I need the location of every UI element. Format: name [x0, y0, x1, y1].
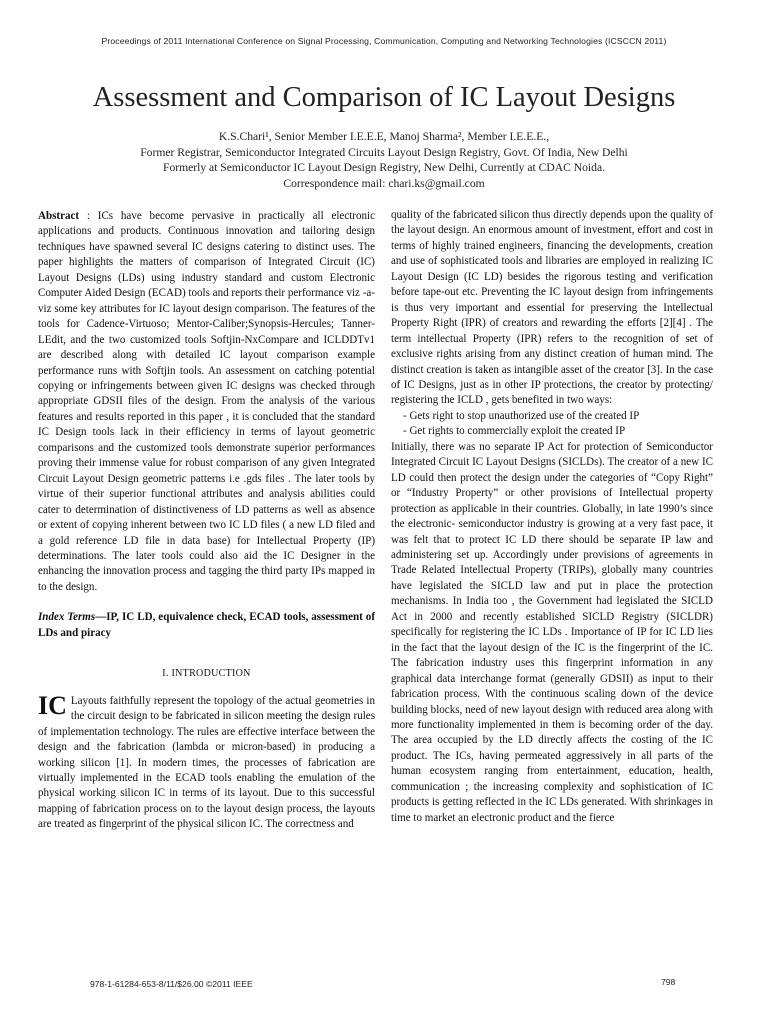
section-heading-introduction: I. INTRODUCTION: [162, 668, 251, 680]
affiliation-2: Formerly at Semiconductor IC Layout Design Registry, New Delhi, Currently at CDAC Noida.: [163, 161, 605, 174]
proceedings-header: Proceedings of 2011 International Conference on Signal Processing, Communication, Computing and Networking Technologies (ICSCCN 2011): [101, 36, 667, 46]
left-column: [38, 209, 375, 833]
index-terms-label: Index Terms: [38, 611, 96, 624]
bullet-item-2: - Get rights to commercially exploit the created IP: [403, 425, 626, 438]
introduction-text: Layouts faithfully represent the topology of the actual geometries in the circuit design to be fabricated in silicon meeting the design rules of implementation technology. The rules are effective interface between the design and the fabrication (lambda or micron-based) in producing a working silicon [1]. In modern times, the processes of fabrication are virtually implemented in the ECAD tools enabling the emulation of the physical working silicon IC in terms of its layout. Due to this successful mapping of fabrication process on to the layout design process, the layouts are treated as fingerprint of the physical silicon IC. The correctness and: [38, 694, 375, 831]
right-paragraph-1: quality of the fabricated silicon thus directly depends upon the quality of the layout design. An enormous amount of investment, effort and cost in terms of highly trained engineers, financing the developments, creation and use of sophisticated tools and libraries are employed in realizing IC Layout Design (IC LD) besides the rigorous testing and verification before tape-out etc. Preventing the IC layout design from infringements is thus very important and essential for preserving the Intellectual Property Right (IPR) of creators and rewarding the efforts [2][4] . The term intellectual Property (IPR) refers to the recognition of set of exclusive rights arising from any distinct creation of human mind. The distinct creation is taken as intangible asset of the creator [3]. In the case of IC Designs, just as in other IP protections, the creator by protecting/ registering the ICLD , gets benefited in two ways:: [391, 209, 713, 407]
introduction-paragraph: [38, 690, 375, 833]
correspondence-email: Correspondence mail: chari.ks@gmail.com: [283, 176, 485, 190]
index-terms-text: —IP, IC LD, equivalence check, ECAD tools, assessment of LDs and piracy: [38, 611, 376, 639]
right-paragraph-2: Initially, there was no separate IP Act for protection of Semiconductor Integrated Circuit IC Layout Designs (SICLDs). The creator of a new IC LD could then protect the design under the categories of “Copy Right” or “Industry Property” or other provisions of Intellectual property protection as applicable in their countries. Globally, in late 1990’s since the electronic- semiconductor industry is growing at a very fast pace, it was felt that to protect IC LD there should be separate IP law and administering set up. Accordingly under provisions of agreements in Trade Related Intellectual Property (TRIPs), globally many countries have legislated the SICLD law and put in place the protection mechanisms. In India too , the Government had legislated the SICLD Act in 2000 and recently established SICLD Registry (SICLDR) specifically for registering the IC LDs . Importance of IP for IC LD lies in the fact that the layout design of the IC is the fingerprint of the IC. The fabrication industry uses this fingerprint information in any graphical data interchange format (generally GDSII) as input to their fabrication process. With the continuous scaling down of the device building blocks, need of new layout design with reduced area along with more functionality implemented in them is becoming order of the day. The area occupied by the LD directly affects the costing of the IC product. The ICs, having permeated aggressively in all parts of the human ecosystem ranging from entertainment, education, health, communication ; the increasing complexity and sophistication of IC products is getting reflected in the IC LDs generated. With shrinkages in time to market an electronic product and the fierce: [391, 440, 713, 824]
authors-line: K.S.Chari¹, Senior Member I.E.E.E, Manoj Sharma², Member I.E.E.E.,: [218, 130, 550, 143]
footer-isbn: 978-1-61284-653-8/11/$26.00 ©2011 IEEE: [90, 979, 253, 989]
paper-title: Assessment and Comparison of IC Layout Designs: [92, 82, 676, 113]
right-column: [391, 208, 713, 826]
bullet-item-1: - Gets right to stop unauthorized use of the created IP: [403, 409, 640, 422]
index-terms: [38, 610, 375, 641]
author-block: [0, 129, 768, 191]
abstract-text: : ICs have become pervasive in practically all electronic applications and products. Continuous innovation and tailoring design techniques have spawned several IC designs catering to distinct uses. The paper highlights the matters of comparison of Integrated Circuit (IC) Layout Designs (LDs) using industry standard and custom Electronic Computer Aided Design (ECAD) tools and reports their performance viz -a- viz some key attributes for IC layout design comparison. The features of the tools for Cadence-Virtuoso; Mentor-Caliber;Synopsis-Hercules; Tanner-LEdit, and the two customized tools Softjin-NxCompare and ICLDDTv1 are described along with detailed IC layout comparison example performance runs with Softjin tools. An assessment on catching potential copying or infringements between given IC designs was checked through appropriate GDSII files of the design. From the analysis of the various features and results reported in this paper , it is concluded that the standard IC Design tools lack in their efficiency in terms of layout geometric comparisons and the customized tools demonstrate superior performances proving their immense value for robust comparison of any given Integrated Circuit Layout Design geometric patterns i.e .gds files . The later tools by virtue of their superior functional attributes and analysis abilities could cater to determination of distinctiveness of LD patterns as well as absence or extent of copying inherent between two IC LD files ( a new LD filed and a gold reference LD file in data base) for Intellectual Property (IP) determinations. The later tools could also aid the IC Designer in the enhancing the innovation process and tagging the third party IPs mapped in to the design.: [38, 210, 375, 593]
abstract-label: Abstract: [38, 210, 80, 222]
abstract: [38, 209, 375, 595]
dropcap: IC: [38, 690, 67, 720]
page-number: 798: [661, 977, 676, 987]
affiliation-1: Former Registrar, Semiconductor Integrated Circuits Layout Design Registry, Govt. Of India, New Delhi: [140, 145, 628, 159]
